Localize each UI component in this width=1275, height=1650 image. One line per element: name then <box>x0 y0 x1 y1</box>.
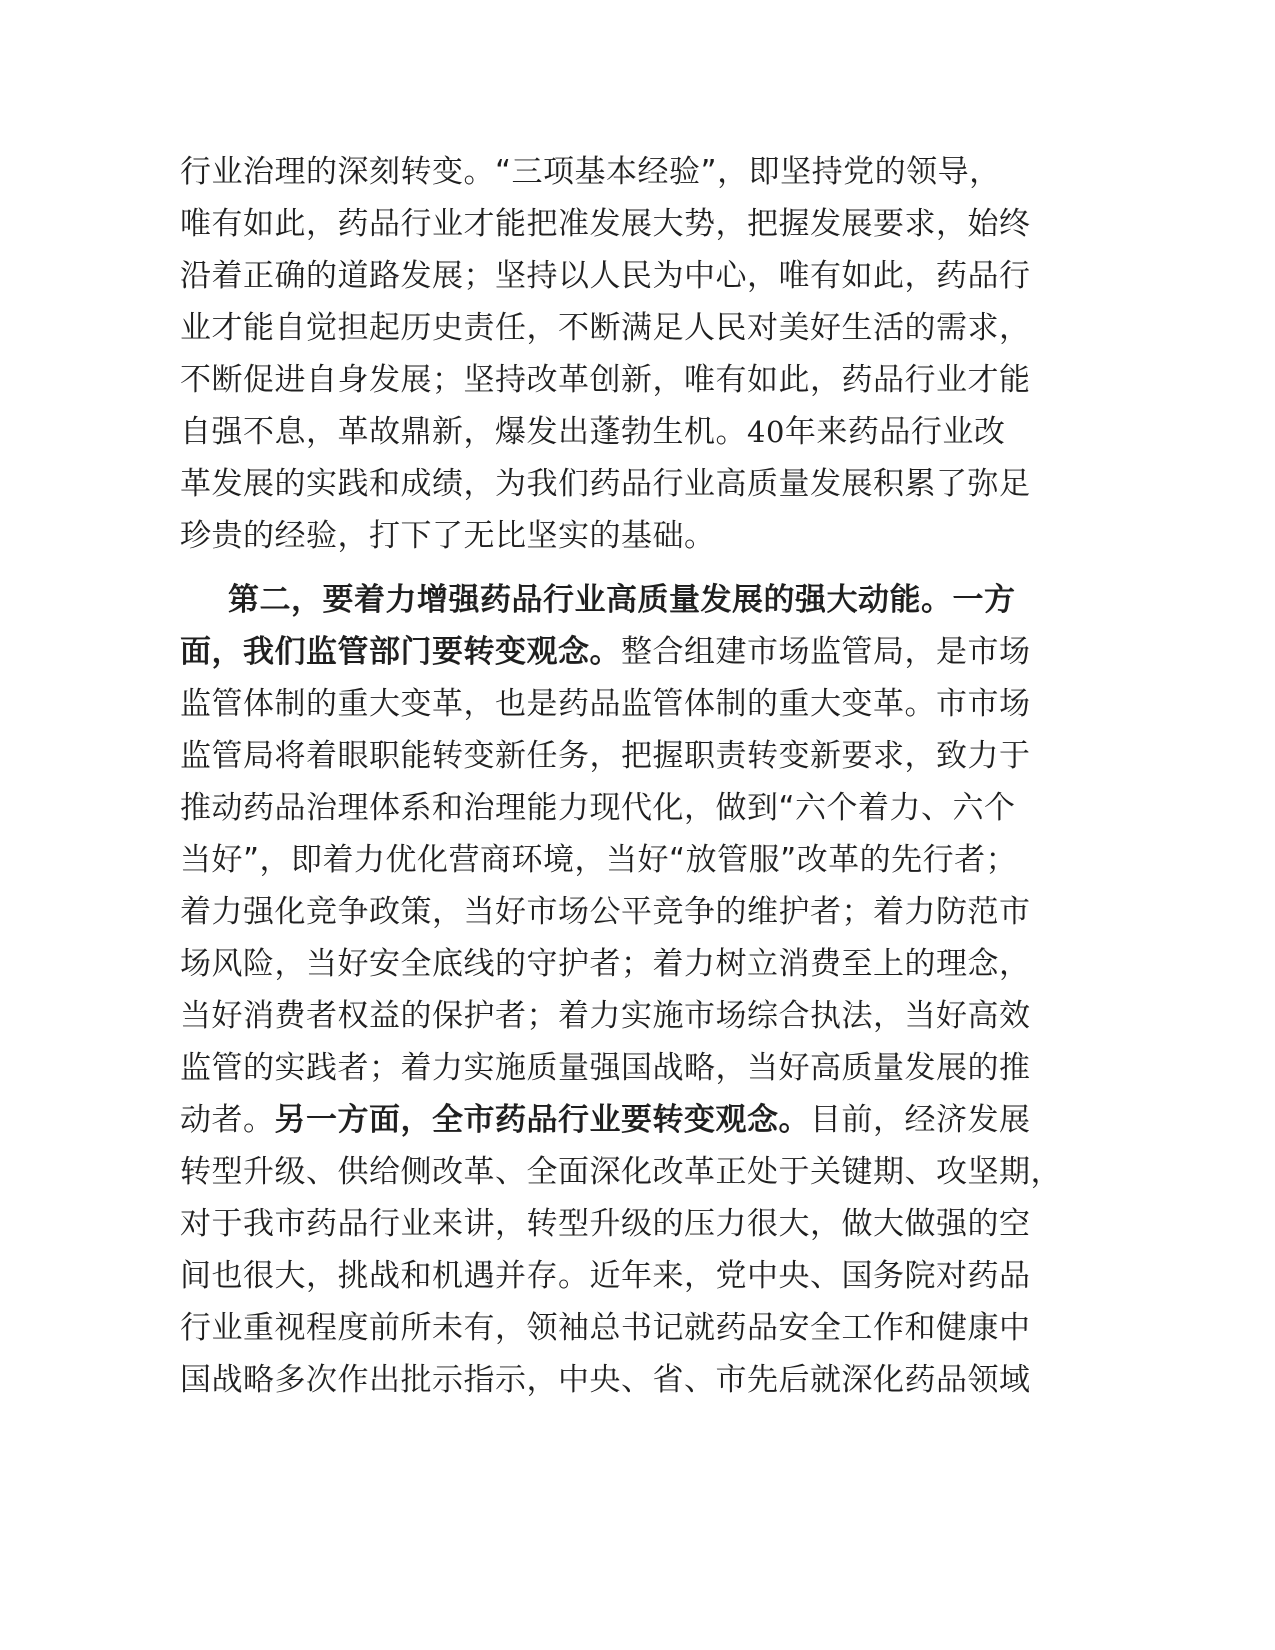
paragraph-line <box>180 406 1080 458</box>
paragraph-line: 对于我市药品行业来讲，转型升级的压力很大，做大做强的空 <box>180 1206 1031 1242</box>
paragraph-line: 当好”，即着力优化营商环境，当好“放管服”改革的先行者； <box>180 842 1018 878</box>
paragraph-line: 行业重视程度前所未有，领袖总书记就药品安全工作和健康中 <box>180 1310 1031 1346</box>
paragraph-line: 监管体制的重大变革，也是药品监管体制的重大变革。市市场 <box>180 686 1031 722</box>
document-body <box>180 146 1080 1406</box>
paragraph-line: 不断促进自身发展；坚持改革创新，唯有如此，药品行业才能 <box>180 362 1031 398</box>
paragraph-heading-line: 第二，要着力增强药品行业高质量发展的强大动能。一方 <box>228 582 1016 618</box>
paragraph-line: 转型升级、供给侧改革、全面深化改革正处于关键期、攻坚期， <box>180 1154 1062 1190</box>
paragraph-line: 推动药品治理体系和治理能力现代化，做到“六个着力、六个 <box>180 790 1016 826</box>
bold-phrase: 另一方面，全市药品行业要转变观念。 <box>274 1102 810 1138</box>
paragraph-line: 当好消费者权益的保护者；着力实施市场综合执法，当好高效 <box>180 998 1031 1034</box>
paragraph-1 <box>180 146 1080 562</box>
paragraph-line <box>180 1094 1080 1146</box>
paragraph-line: 革发展的实践和成绩，为我们药品行业高质量发展积累了弥足 <box>180 466 1031 502</box>
paragraph-line: 间也很大，挑战和机遇并存。近年来，党中央、国务院对药品 <box>180 1258 1031 1294</box>
paragraph-line: 行业治理的深刻转变。“三项基本经验”，即坚持党的领导， <box>180 154 1001 190</box>
line-text: 动者。 <box>180 1102 275 1138</box>
paragraph-line: 监管局将着眼职能转变新任务，把握职责转变新要求，致力于 <box>180 738 1031 774</box>
line-text: 目前，经济发展 <box>810 1102 1031 1138</box>
bold-phrase: 面，我们监管部门要转变观念。 <box>180 634 621 670</box>
paragraph-line: 珍贵的经验，打下了无比坚实的基础。 <box>180 518 716 554</box>
paragraph-line: 场风险，当好安全底线的守护者；着力树立消费至上的理念， <box>180 946 1031 982</box>
paragraph-line: 着力强化竞争政策，当好市场公平竞争的维护者；着力防范市 <box>180 894 1031 930</box>
line-text: 自强不息，革故鼎新，爆发出蓬勃生机。 <box>180 414 747 450</box>
paragraph-line: 唯有如此，药品行业才能把准发展大势，把握发展要求，始终 <box>180 206 1031 242</box>
paragraph-line: 国战略多次作出批示指示，中央、省、市先后就深化药品领域 <box>180 1362 1031 1398</box>
paragraph-line: 业才能自觉担起历史责任，不断满足人民对美好生活的需求， <box>180 310 1031 346</box>
paragraph-line: 沿着正确的道路发展；坚持以人民为中心，唯有如此，药品行 <box>180 258 1031 294</box>
number-40: 40 <box>747 415 785 449</box>
paragraph-line: 监管的实践者；着力实施质量强国战略，当好高质量发展的推 <box>180 1050 1031 1086</box>
paragraph-line <box>180 626 1080 678</box>
line-text: 年来药品行业改 <box>784 414 1006 450</box>
paragraph-spacing <box>180 562 1080 574</box>
line-text: 整合组建市场监管局，是市场 <box>621 634 1031 670</box>
paragraph-2 <box>180 574 1080 1406</box>
